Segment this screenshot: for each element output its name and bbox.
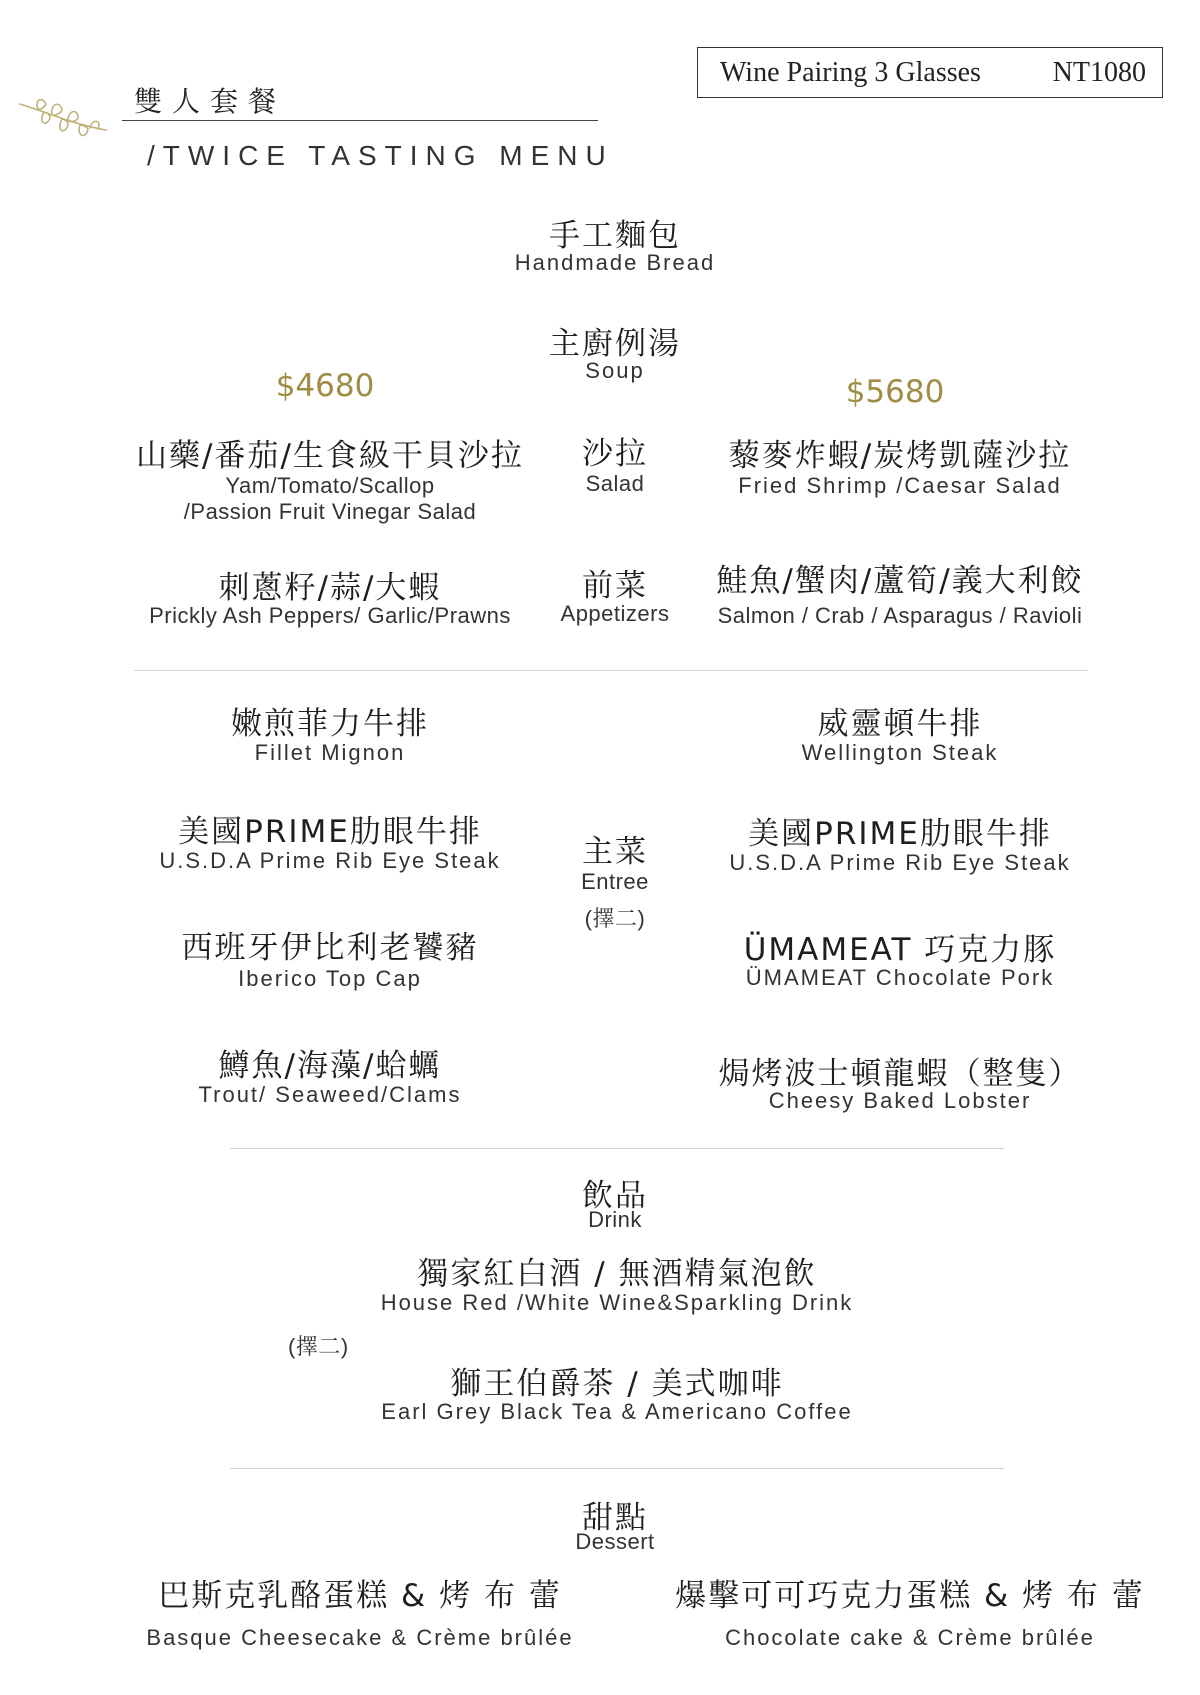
appetizer-right-en: Salmon / Crab / Asparagus / Ravioli bbox=[717, 603, 1083, 628]
divider-appetizer bbox=[134, 670, 1088, 671]
drink-2-en: Earl Grey Black Tea & Americano Coffee bbox=[381, 1399, 853, 1424]
menu-title-en: /TWICE TASTING MENU bbox=[147, 140, 614, 171]
price-left: $4680 bbox=[275, 368, 375, 404]
divider-drink bbox=[230, 1468, 1004, 1469]
appetizer-left-en: Prickly Ash Peppers/ Garlic/Prawns bbox=[149, 603, 511, 628]
appetizer-left-zh: 刺蔥籽/蒜/大蝦 bbox=[218, 570, 442, 606]
entree-right-1-en: Wellington Steak bbox=[801, 740, 999, 765]
wine-pairing-label: Wine Pairing 3 Glasses bbox=[720, 56, 981, 88]
bread-zh: 手工麵包 bbox=[549, 218, 681, 254]
appetizer-center-zh: 前菜 bbox=[582, 568, 648, 604]
salad-center-en: Salad bbox=[585, 471, 645, 496]
entree-right-3-zh: ÜMAMEAT 巧克力豚 bbox=[743, 932, 1057, 968]
entree-right-1-zh: 威靈頓牛排 bbox=[817, 706, 983, 742]
appetizer-right-zh: 鮭魚/蟹肉/蘆筍/義大利餃 bbox=[716, 563, 1084, 599]
dessert-left-en: Basque Cheesecake & Crème brûlée bbox=[146, 1625, 574, 1650]
entree-left-3-zh: 西班牙伊比利老饕豬 bbox=[181, 930, 479, 966]
soup-zh: 主廚例湯 bbox=[549, 326, 681, 362]
entree-left-3-en: Iberico Top Cap bbox=[238, 966, 422, 991]
entree-center-en: Entree bbox=[581, 869, 649, 894]
salad-left-zh: 山藥/番茄/生食級干貝沙拉 bbox=[136, 438, 524, 474]
entree-center-note: (擇二) bbox=[584, 906, 646, 931]
salad-right-zh: 藜麥炸蝦/炭烤凱薩沙拉 bbox=[728, 438, 1072, 474]
entree-right-4-zh: 焗烤波士頓龍蝦（整隻） bbox=[718, 1056, 1082, 1092]
dessert-left-zh: 巴斯克乳酪蛋糕 & 烤 布 蕾 bbox=[158, 1578, 562, 1614]
entree-right-3-en: ÜMAMEAT Chocolate Pork bbox=[745, 965, 1055, 990]
salad-right-en: Fried Shrimp /Caesar Salad bbox=[738, 473, 1062, 498]
dessert-en: Dessert bbox=[575, 1529, 655, 1554]
drink-en: Drink bbox=[588, 1207, 642, 1232]
olive-branch-icon bbox=[16, 92, 108, 156]
salad-center-zh: 沙拉 bbox=[582, 436, 648, 472]
dessert-right-zh: 爆擊可可巧克力蛋糕 & 烤 布 蕾 bbox=[675, 1578, 1145, 1614]
dessert-zh: 甜點 bbox=[582, 1500, 648, 1536]
drink-note: (擇二) bbox=[288, 1334, 349, 1359]
entree-right-4-en: Cheesy Baked Lobster bbox=[768, 1088, 1032, 1113]
wine-pairing-price: NT1080 bbox=[1052, 56, 1146, 88]
drink-1-zh: 獨家紅白酒 / 無酒精氣泡飲 bbox=[417, 1256, 817, 1292]
drink-1-en: House Red /White Wine&Sparkling Drink bbox=[380, 1290, 854, 1315]
drink-zh: 飲品 bbox=[582, 1178, 648, 1214]
entree-center-zh: 主菜 bbox=[582, 834, 648, 870]
entree-left-2-en: U.S.D.A Prime Rib Eye Steak bbox=[159, 848, 501, 873]
appetizer-center-en: Appetizers bbox=[560, 601, 670, 626]
entree-left-2-zh: 美國PRIME肋眼牛排 bbox=[178, 814, 482, 850]
menu-title-zh: 雙人套餐 bbox=[134, 85, 287, 118]
bread-en: Handmade Bread bbox=[514, 250, 716, 275]
dessert-right-en: Chocolate cake & Crème brûlée bbox=[725, 1625, 1095, 1650]
salad-left-en-2: /Passion Fruit Vinegar Salad bbox=[183, 499, 477, 524]
drink-2-zh: 獅王伯爵茶 / 美式咖啡 bbox=[450, 1366, 784, 1402]
divider-entree bbox=[230, 1148, 1004, 1149]
entree-right-2-en: U.S.D.A Prime Rib Eye Steak bbox=[729, 850, 1071, 875]
entree-left-1-en: Fillet Mignon bbox=[254, 740, 406, 765]
title-divider bbox=[122, 120, 598, 121]
wine-pairing-box bbox=[697, 47, 1163, 98]
entree-right-2-zh: 美國PRIME肋眼牛排 bbox=[748, 816, 1052, 852]
entree-left-1-zh: 嫩煎菲力牛排 bbox=[231, 706, 429, 742]
price-right: $5680 bbox=[845, 374, 945, 410]
entree-left-4-zh: 鱒魚/海藻/蛤蠣 bbox=[218, 1048, 442, 1084]
soup-en: Soup bbox=[585, 358, 645, 383]
salad-left-en-1: Yam/Tomato/Scallop bbox=[225, 473, 435, 498]
entree-left-4-en: Trout/ Seaweed/Clams bbox=[198, 1082, 462, 1107]
